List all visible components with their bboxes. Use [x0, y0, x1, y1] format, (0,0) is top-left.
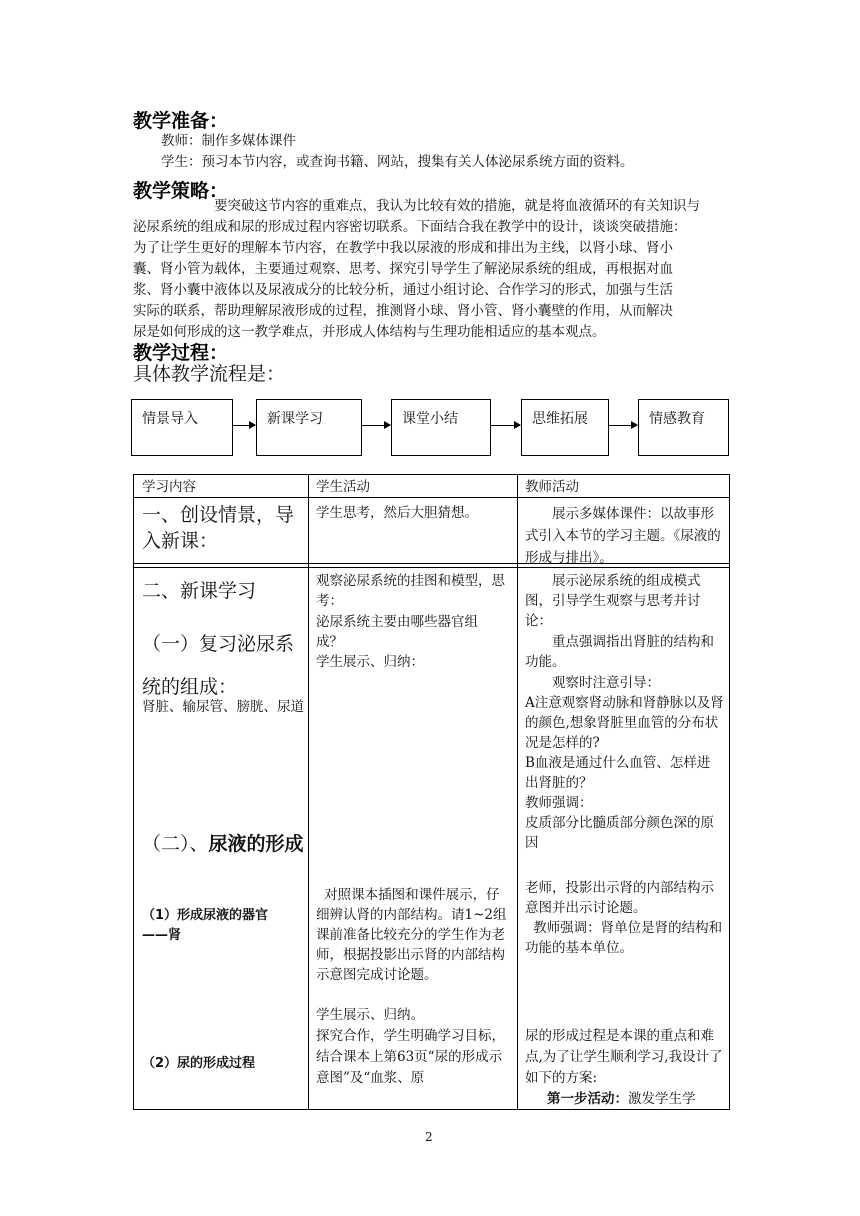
strategy-line: 浆、肾小囊中液体以及尿液成分的比较分析，通过小组讨论、合作学习的形式，加强与生活: [133, 282, 673, 298]
teacher-activity-model: 展示泌尿系统的组成模式图，引导学生观察与思考并讨论：: [525, 573, 701, 629]
teacher-activity-guide: 观察时注意引导：: [552, 675, 660, 691]
teacher-activity-point-a: A注意观察肾动脉和肾静脉以及肾的颜色,想象肾脏里血管的分布状况是怎样的?: [525, 695, 724, 751]
flow-arrow: [491, 425, 520, 426]
process-subheading: 具体教学流程是：: [133, 363, 286, 385]
step1-label: 第一步活动：: [547, 1091, 628, 1107]
student-activity-kidney: 对照课本插图和课件展示，仔细辨认肾的内部结构。请1~2组课前准备比较充分的学生作为老师，根据投影出示肾的内部结构示意图完成讨论题。: [316, 887, 507, 983]
flow-step-5: 情感教育: [638, 399, 729, 456]
section-urine-title: 尿液的形成: [208, 833, 304, 855]
strategy-line: 泌尿系统的组成和尿的形成过程内容密切联系。下面结合我在教学中的设计，谈谈突破措施：: [133, 219, 687, 235]
student-activity-explore: 探究合作，学生明确学习目标，结合课本上第63页“尿的形成示意图”及“血浆、原: [316, 1028, 505, 1086]
strategy-line: 实际的联系，帮助理解尿液形成的过程，推测肾小球、肾小管、肾小囊壁的作用，从而解决: [133, 303, 673, 319]
organ-list: 肾脏、输尿管、膀胱、尿道: [142, 699, 304, 715]
teacher-activity-stress: 皮质部分比髓质部分颜色深的原因: [525, 815, 714, 851]
row1-teacher: 展示多媒体课件：以故事形式引入本节的学习主题。《尿液的形成与排出》。: [525, 506, 721, 566]
teacher-activity-nephron: 教师强调：肾单位是肾的结构和功能的基本单位。: [525, 920, 723, 956]
section-urine-prefix: （二）、: [142, 833, 209, 855]
section-new-lesson: 二、新课学习: [142, 580, 257, 602]
section-review: （一）复习泌尿系统的组成：: [142, 633, 295, 698]
prep-student: 学生：预习本节内容，或查询书籍、网站，搜集有关人体泌尿系统方面的资料。: [161, 154, 634, 170]
process-heading: 教学过程：: [133, 342, 229, 364]
strategy-heading: 教学策略：: [133, 180, 229, 202]
row1-content: 一、创设情景，导入新课：: [142, 504, 295, 552]
prep-heading: 教学准备：: [133, 110, 229, 132]
flow-step-1: 情景导入: [131, 399, 233, 456]
table-divider: [308, 475, 309, 1109]
section-urine-formation: [142, 821, 307, 867]
strategy-paragraph: [133, 196, 733, 343]
item-kidney: （1）形成尿液的器官——肾: [142, 908, 269, 943]
table-header: 教师活动: [525, 479, 579, 495]
strategy-line: 要突破这节内容的重难点，我认为比较有效的措施，就是将血液循环的有关知识与: [214, 198, 700, 214]
strategy-line: 为了让学生更好的理解本节内容，在教学中我以尿液的形成和排出为主线，以肾小球、肾小: [133, 240, 673, 256]
teacher-activity-show: 老师，投影出示肾的内部结构示意图并出示讨论题。: [525, 880, 714, 916]
flow-step-3: 课堂小结: [391, 399, 491, 456]
step1-text: 激发学生学: [628, 1091, 696, 1107]
student-activity-summary-2: 学生展示、归纳。: [316, 1007, 424, 1023]
teacher-activity-point-b: B血液是通过什么血管、怎样进出肾脏的？: [525, 755, 711, 791]
table-divider: [134, 497, 729, 498]
flow-step-4: 思维拓展: [521, 399, 609, 456]
flow-arrow: [362, 425, 390, 426]
row1-student: 学生思考，然后大胆猜想。: [316, 505, 478, 521]
teacher-activity-stress-label: 教师强调：: [525, 795, 593, 811]
item-formation-process: （2）尿的形成过程: [142, 1056, 256, 1071]
lesson-table: [133, 474, 730, 1110]
strategy-line: 囊、肾小管为载体，主要通过观察、思考、探究引导学生了解泌尿系统的组成，再根据对血: [133, 261, 673, 277]
student-activity-observe: 观察泌尿系统的挂图和模型，思考：: [316, 573, 505, 609]
page-number: 2: [425, 1130, 433, 1144]
teacher-activity-plan: 尿的形成过程是本课的重点和难点,为了让学生顺利学习,我设计了如下的方案:: [525, 1028, 723, 1086]
flow-step-2: 新课学习: [256, 399, 362, 456]
table-header: 学习内容: [142, 479, 196, 495]
prep-teacher: 教师：制作多媒体课件: [161, 133, 296, 149]
student-activity-question: 泌尿系统主要由哪些器官组成？: [316, 614, 478, 650]
flow-arrow: [233, 425, 255, 426]
teacher-activity-step1: [547, 1089, 727, 1109]
table-header: 学生活动: [316, 479, 370, 495]
table-divider: [517, 475, 518, 1109]
teacher-activity-emphasis: 重点强调指出肾脏的结构和功能。: [525, 634, 714, 670]
flow-arrow: [609, 425, 637, 426]
strategy-line: 尿是如何形成的这一教学难点，并形成人体结构与生理功能相适应的基本观点。: [133, 324, 606, 340]
student-activity-summary: 学生展示、归纳：: [316, 654, 424, 670]
